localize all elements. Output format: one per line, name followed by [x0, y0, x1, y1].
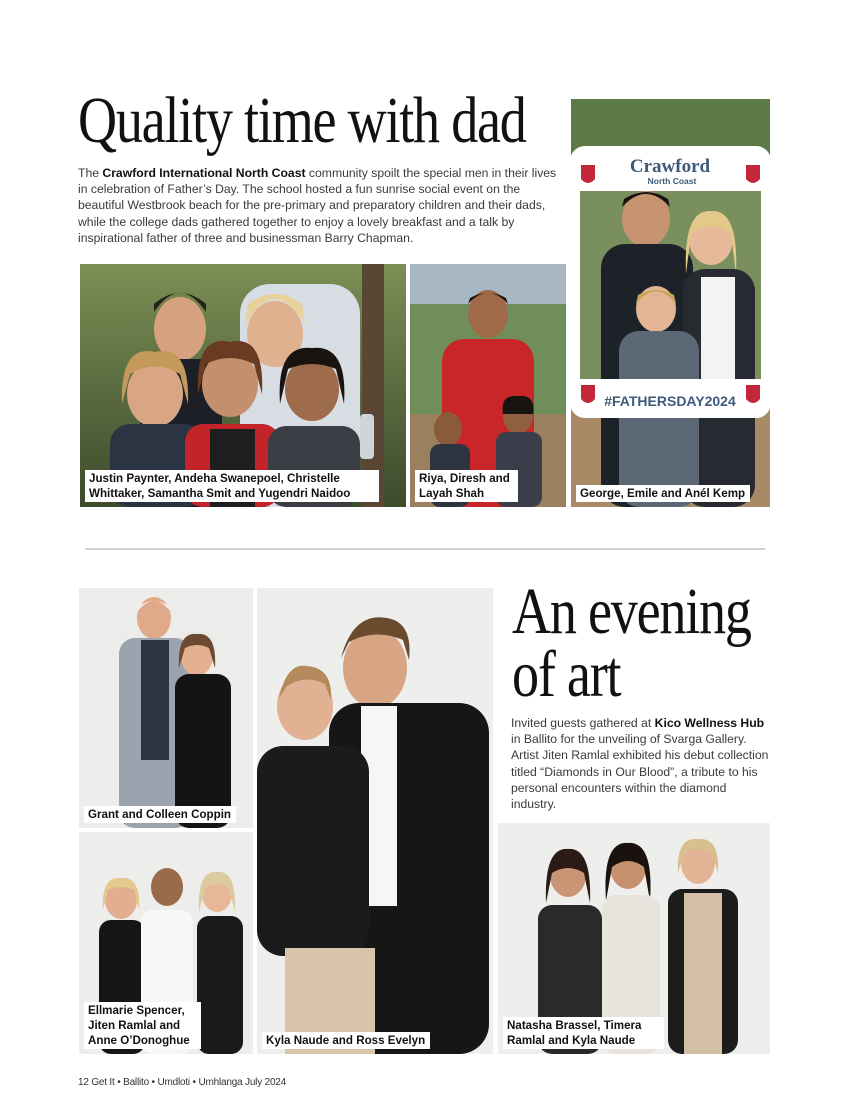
footer-separator: •: [192, 1077, 196, 1088]
footer-separator: •: [117, 1077, 121, 1088]
photo-spencer-ramlal-odonoghue: [79, 832, 253, 1054]
footer-separator: •: [151, 1077, 155, 1088]
photo-group-parents: [80, 264, 406, 507]
caption-photo-brassel-ramlal-naude: Natasha Brassel, Timera Ramlal and Kyla Naude: [503, 1017, 664, 1049]
coppin-photo-illustration: [79, 588, 253, 828]
footer-date: July 2024: [245, 1077, 287, 1088]
section-divider: [85, 548, 765, 550]
headline-evening-of-art-line1: An evening: [512, 575, 751, 648]
caption-photo-coppin-couple: Grant and Colleen Coppin: [84, 806, 236, 823]
caption-photo-naude-evelyn: Kyla Naude and Ross Evelyn: [262, 1032, 430, 1049]
photo-coppin-couple: [79, 588, 253, 828]
school-name: Crawford International North Coast: [102, 166, 306, 180]
photo-shah-family: [410, 264, 566, 507]
photo-naude-evelyn: [257, 588, 493, 1054]
caption-photo-spencer-ramlal-odonoghue: Ellmarie Spencer, Jiten Ramlal and Anne O’Donoghue: [84, 1002, 201, 1049]
frame-brand-text: Crawford: [629, 156, 711, 177]
footer-page-number: 12: [78, 1077, 89, 1088]
footer-area-umhlanga: Umhlanga: [198, 1077, 243, 1088]
intro2-lead: Invited guests gathered at: [511, 716, 655, 730]
naude-evelyn-photo-illustration: [257, 588, 493, 1054]
kemp-photo-illustration: [571, 99, 770, 507]
caption-photo-kemp-family: George, Emile and Anél Kemp: [576, 485, 750, 502]
photo-brassel-ramlal-naude: [498, 823, 770, 1054]
venue-name: Kico Wellness Hub: [654, 716, 765, 730]
page-footer: [78, 1077, 286, 1088]
intro2-body: in Ballito for the unveiling of Svarga Gallery. Artist Jiten Ramlal exhibited his debut collection titled “Diamonds in Our Blood”, a tribute to his personal encounters within the diamond industry.: [511, 732, 769, 812]
footer-publication: Get It: [91, 1077, 115, 1088]
footer-area-ballito: Ballito: [123, 1077, 149, 1088]
frame-sub-text: North Coast: [647, 176, 697, 186]
intro-body: community spoilt the special men in their lives in celebration of Father’s Day. The school hosted a fun sunrise social event on the beautiful Westbrook beach for the pre-primary and preparatory children and their dads, while the college dads gathered together to enjoy a lovely breakfast and a talk by inspirational father of three and businessman Barry Chapman.: [78, 166, 557, 245]
headline-quality-time: Quality time with dad: [78, 84, 526, 157]
frame-hashtag-text: #FATHERSDAY2024: [604, 393, 736, 409]
photo-kemp-family: [571, 99, 770, 507]
headline-evening-of-art-line2: of art: [512, 638, 621, 711]
caption-photo-shah-family: Riya, Diresh and Layah Shah: [415, 470, 518, 502]
intro-paragraph-evening-of-art: [511, 715, 769, 812]
caption-photo-group-parents: Justin Paynter, Andeha Swanepoel, Christelle Whittaker, Samantha Smit and Yugendri Naidoo: [85, 470, 379, 502]
footer-area-umdloti: Umdloti: [157, 1077, 190, 1088]
intro-paragraph-fathers-day: [78, 165, 558, 246]
intro-lead: The: [78, 166, 103, 180]
